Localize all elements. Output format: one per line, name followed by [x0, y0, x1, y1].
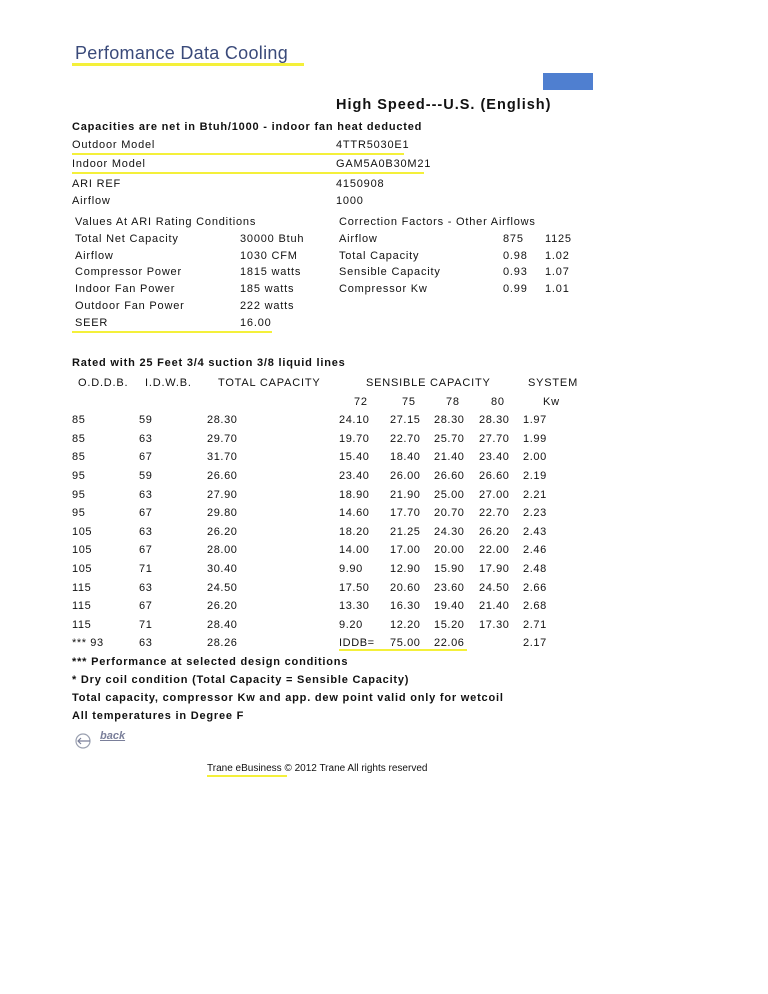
cell-total: 26.20: [207, 600, 238, 612]
cell-idwb: 63: [139, 433, 153, 445]
cell-sens-72: 14.00: [339, 544, 370, 556]
cell-oddb: 85: [72, 451, 86, 463]
note-temperatures: All temperatures in Degree F: [72, 710, 245, 722]
cell-oddb: 105: [72, 563, 93, 575]
cell-sens-80: 22.00: [479, 544, 510, 556]
cell-total: 29.80: [207, 507, 238, 519]
cell-kw: 1.97: [523, 414, 547, 426]
subheader-72: 72: [354, 396, 368, 408]
correction-b: 1125: [545, 233, 572, 245]
indoor-model-highlight: [72, 172, 424, 174]
ari-value: 185 watts: [240, 283, 295, 295]
cell-oddb: *** 93: [72, 637, 104, 649]
cell-sens-78: 24.30: [434, 526, 465, 538]
correction-title: Correction Factors - Other Airflows: [339, 216, 536, 228]
note-dry-coil: * Dry coil condition (Total Capacity = Sensible Capacity): [72, 674, 410, 686]
back-label: back: [100, 730, 126, 742]
cell-idwb: 63: [139, 489, 153, 501]
cell-oddb: 85: [72, 433, 86, 445]
cell-sens-80: 22.70: [479, 507, 510, 519]
capacities-note: Capacities are net in Btuh/1000 - indoor fan heat deducted: [72, 121, 423, 133]
cell-oddb: 95: [72, 470, 86, 482]
cell-idwb: 67: [139, 600, 153, 612]
cell-sens-80: 24.50: [479, 582, 510, 594]
cell-total: 28.40: [207, 619, 238, 631]
print-button[interactable]: [543, 73, 593, 90]
cell-kw: 2.23: [523, 507, 547, 519]
cell-sens-78: 20.00: [434, 544, 465, 556]
outdoor-model-value: 4TTR5030E1: [336, 139, 410, 151]
cell-idwb: 67: [139, 544, 153, 556]
cell-total: 30.40: [207, 563, 238, 575]
note-design-conditions: *** Performance at selected design conditions: [72, 656, 349, 668]
ari-value: 1030 CFM: [240, 250, 298, 262]
seer-value: 16.00: [240, 317, 272, 329]
cell-idwb: 71: [139, 619, 153, 631]
cell-total: 29.70: [207, 433, 238, 445]
cell-kw: 2.68: [523, 600, 547, 612]
cell-sens-75: 27.15: [390, 414, 421, 426]
cell-sens-80: 26.20: [479, 526, 510, 538]
ari-title: Values At ARI Rating Conditions: [75, 216, 257, 228]
cell-oddb: 85: [72, 414, 86, 426]
cell-idwb: 63: [139, 526, 153, 538]
cell-sens-72: IDDB=: [339, 637, 375, 649]
cell-sens-72: 14.60: [339, 507, 370, 519]
cell-sens-78: 15.90: [434, 563, 465, 575]
cell-total: 24.50: [207, 582, 238, 594]
correction-a: 0.99: [503, 283, 528, 295]
cell-idwb: 63: [139, 637, 153, 649]
cell-sens-80: 17.30: [479, 619, 510, 631]
cell-kw: 2.48: [523, 563, 547, 575]
cell-sens-72: 15.40: [339, 451, 370, 463]
correction-b: 1.01: [545, 283, 570, 295]
cell-sens-72: 9.20: [339, 619, 363, 631]
cell-sens-80: 17.90: [479, 563, 510, 575]
ari-label: Indoor Fan Power: [75, 283, 176, 295]
cell-idwb: 63: [139, 582, 153, 594]
cell-sens-75: 12.20: [390, 619, 421, 631]
cell-sens-78: 19.40: [434, 600, 465, 612]
correction-label: Airflow: [339, 233, 378, 245]
cell-sens-75: 17.00: [390, 544, 421, 556]
cell-sens-80: 26.60: [479, 470, 510, 482]
cell-kw: 2.21: [523, 489, 547, 501]
cell-sens-80: 27.70: [479, 433, 510, 445]
cell-sens-75: 16.30: [390, 600, 421, 612]
cell-total: 31.70: [207, 451, 238, 463]
correction-a: 0.93: [503, 266, 528, 278]
seer-label: SEER: [75, 317, 109, 329]
cell-sens-72: 24.10: [339, 414, 370, 426]
cell-idwb: 71: [139, 563, 153, 575]
cell-sens-80: 21.40: [479, 600, 510, 612]
footer-highlight: [207, 775, 287, 777]
col-header-sensible: SENSIBLE CAPACITY: [366, 377, 491, 389]
indoor-model-value: GAM5A0B30M21: [336, 158, 432, 170]
col-header-total: TOTAL CAPACITY: [218, 377, 321, 389]
cell-sens-78: 20.70: [434, 507, 465, 519]
footer: [207, 763, 427, 774]
cell-kw: 2.19: [523, 470, 547, 482]
cell-oddb: 115: [72, 600, 92, 612]
cell-sens-75: 12.90: [390, 563, 421, 575]
cell-sens-80: 27.00: [479, 489, 510, 501]
cell-sens-78: 28.30: [434, 414, 465, 426]
airflow-label: Airflow: [72, 195, 111, 207]
cell-oddb: 95: [72, 489, 86, 501]
outdoor-model-label: Outdoor Model: [72, 139, 156, 151]
lines-note: Rated with 25 Feet 3/4 suction 3/8 liquid lines: [72, 357, 346, 369]
outdoor-model-highlight: [72, 153, 404, 155]
cell-sens-78: 22.06: [434, 637, 465, 649]
cell-oddb: 105: [72, 544, 93, 556]
cell-oddb: 105: [72, 526, 93, 538]
cell-sens-75: 17.70: [390, 507, 421, 519]
cell-idwb: 59: [139, 414, 153, 426]
ari-label: Airflow: [75, 250, 114, 262]
ari-value: 30000 Btuh: [240, 233, 305, 245]
page-title: Perfomance Data Cooling: [75, 43, 289, 63]
cell-sens-72: 17.50: [339, 582, 370, 594]
cell-kw: 2.71: [523, 619, 547, 631]
cell-sens-78: 15.20: [434, 619, 465, 631]
cell-oddb: 115: [72, 582, 92, 594]
trane-ebusiness-link[interactable]: Trane eBusiness: [207, 763, 282, 774]
note-wetcoil: Total capacity, compressor Kw and app. dew point valid only for wetcoil: [72, 692, 504, 704]
cell-kw: 2.66: [523, 582, 547, 594]
subheader-75: 75: [402, 396, 416, 408]
correction-a: 875: [503, 233, 524, 245]
cell-sens-72: 18.20: [339, 526, 370, 538]
indoor-model-label: Indoor Model: [72, 158, 146, 170]
cell-total: 27.90: [207, 489, 238, 501]
section-heading: High Speed---U.S. (English): [336, 97, 552, 113]
cell-sens-80: 23.40: [479, 451, 510, 463]
subheader-kw: Kw: [543, 396, 560, 408]
cell-kw: 2.46: [523, 544, 547, 556]
ari-label: Compressor Power: [75, 266, 182, 278]
cell-kw: 2.00: [523, 451, 547, 463]
ari-label: Outdoor Fan Power: [75, 300, 185, 312]
cell-sens-75: 75.00: [390, 637, 421, 649]
cell-sens-78: 21.40: [434, 451, 465, 463]
cell-sens-72: 18.90: [339, 489, 370, 501]
cell-kw: 2.17: [523, 637, 547, 649]
cell-idwb: 59: [139, 470, 153, 482]
cell-sens-72: 13.30: [339, 600, 370, 612]
ari-value: 222 watts: [240, 300, 295, 312]
cell-total: 26.60: [207, 470, 238, 482]
correction-label: Total Capacity: [339, 250, 420, 262]
subheader-78: 78: [446, 396, 460, 408]
cell-oddb: 115: [72, 619, 92, 631]
cell-total: 28.30: [207, 414, 238, 426]
back-arrow-icon: [74, 730, 94, 750]
cell-sens-75: 18.40: [390, 451, 421, 463]
cell-kw: 1.99: [523, 433, 547, 445]
ari-value: 1815 watts: [240, 266, 302, 278]
cell-sens-78: 25.00: [434, 489, 465, 501]
cell-kw: 2.43: [523, 526, 547, 538]
correction-label: Compressor Kw: [339, 283, 428, 295]
cell-total: 26.20: [207, 526, 238, 538]
ari-label: Total Net Capacity: [75, 233, 179, 245]
subheader-80: 80: [491, 396, 505, 408]
cell-sens-72: 9.90: [339, 563, 363, 575]
copyright-text: © 2012 Trane All rights reserved: [284, 763, 428, 774]
cell-sens-72: 19.70: [339, 433, 370, 445]
correction-a: 0.98: [503, 250, 528, 262]
seer-highlight: [72, 331, 272, 333]
cell-idwb: 67: [139, 451, 153, 463]
ari-ref-label: ARI REF: [72, 178, 121, 190]
cell-sens-75: 26.00: [390, 470, 421, 482]
back-link[interactable]: [74, 730, 144, 750]
airflow-value: 1000: [336, 195, 364, 207]
cell-sens-80: 28.30: [479, 414, 510, 426]
cell-sens-78: 25.70: [434, 433, 465, 445]
cell-idwb: 67: [139, 507, 153, 519]
cell-oddb: 95: [72, 507, 86, 519]
design-row-highlight: [339, 649, 467, 651]
cell-sens-75: 20.60: [390, 582, 421, 594]
cell-total: 28.26: [207, 637, 238, 649]
cell-total: 28.00: [207, 544, 238, 556]
correction-label: Sensible Capacity: [339, 266, 441, 278]
cell-sens-72: 23.40: [339, 470, 370, 482]
correction-b: 1.07: [545, 266, 570, 278]
cell-sens-78: 26.60: [434, 470, 465, 482]
title-highlight: [72, 63, 304, 66]
cell-sens-78: 23.60: [434, 582, 465, 594]
col-header-idwb: I.D.W.B.: [145, 377, 192, 389]
col-header-system: SYSTEM: [528, 377, 579, 389]
col-header-oddb: O.D.D.B.: [78, 377, 129, 389]
ari-ref-value: 4150908: [336, 178, 385, 190]
cell-sens-75: 22.70: [390, 433, 421, 445]
correction-b: 1.02: [545, 250, 570, 262]
cell-sens-75: 21.25: [390, 526, 421, 538]
cell-sens-75: 21.90: [390, 489, 421, 501]
